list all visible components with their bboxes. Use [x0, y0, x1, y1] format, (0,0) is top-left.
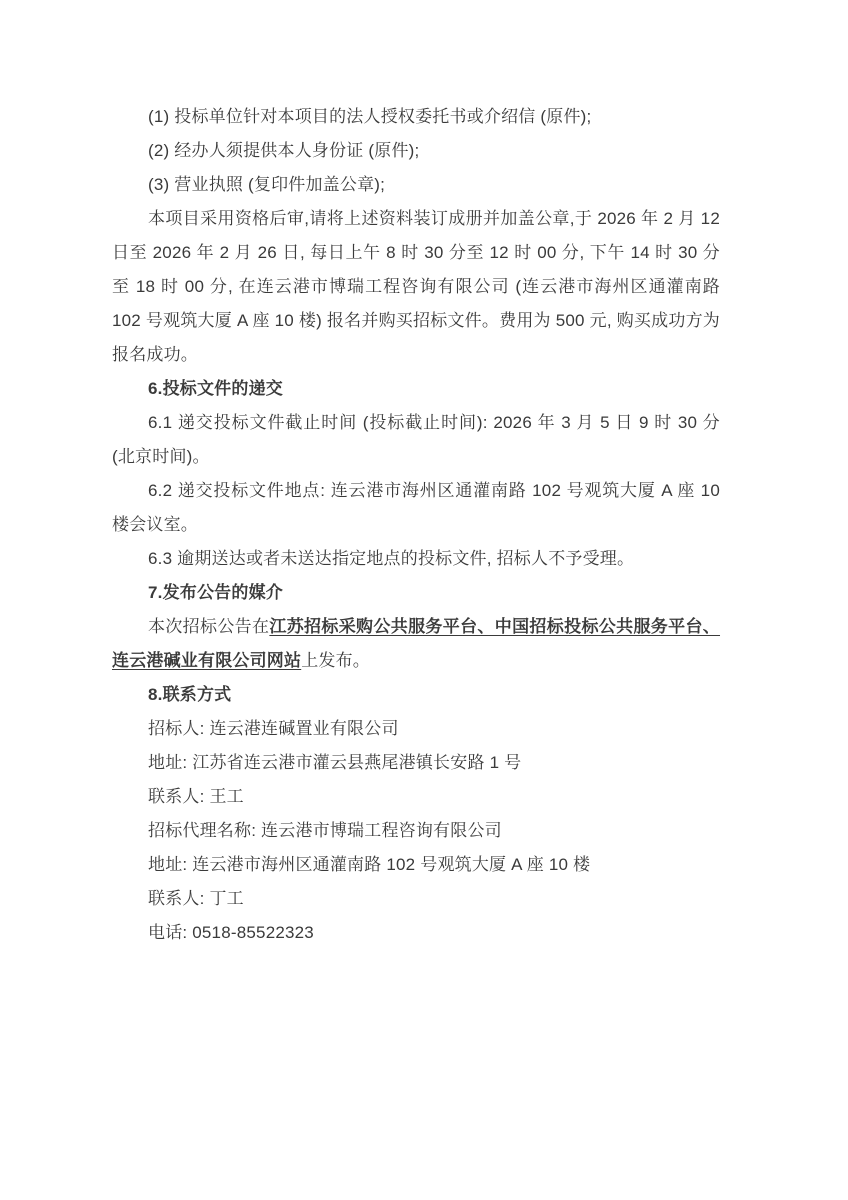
qualification-review-paragraph: 本项目采用资格后审,请将上述资料装订成册并加盖公章,于 2026 年 2 月 12 日至 2026 年 2 月 26 日, 每日上午 8 时 30 分至 12 时 00 分, 下午 14 时 30 分至 18 时 00 分, 在连云港市博瑞工程咨询有限公司 (连云港市海州区通灌南路 102 号观筑大厦 A 座 10 楼) 报名并购买招标文件。费用为 500 元, 购买成功方为报名成功。 — [112, 209, 720, 364]
requirement-item-3: (3) 营业执照 (复印件加盖公章); — [148, 175, 386, 194]
announcement-media-paragraph — [112, 610, 720, 678]
contact-tenderer-person: 联系人: 王工 — [148, 787, 244, 806]
media-prefix: 本次招标公告在 — [148, 617, 270, 636]
media-platform-names: 江苏招标采购公共服务平台、中国招标投标公共服务平台、连云港碱业有限公司网站 — [112, 617, 721, 670]
contact-agency-address: 地址: 连云港市海州区通灌南路 102 号观筑大厦 A 座 10 楼 — [148, 855, 591, 874]
requirement-item-2: (2) 经办人须提供本人身份证 (原件); — [148, 141, 420, 160]
clause-6-2-location: 6.2 递交投标文件地点: 连云港市海州区通灌南路 102 号观筑大厦 A 座 10 楼会议室。 — [112, 481, 720, 534]
document-content — [112, 100, 720, 950]
contact-tenderer-address: 地址: 江苏省连云港市灌云县燕尾港镇长安路 1 号 — [148, 753, 522, 772]
media-suffix: 上发布。 — [301, 651, 371, 670]
requirement-item-1: (1) 投标单位针对本项目的法人授权委托书或介绍信 (原件); — [148, 107, 592, 126]
contact-phone: 电话: 0518-85522323 — [148, 923, 314, 942]
contact-agency-person: 联系人: 丁工 — [148, 889, 244, 908]
contact-tenderer-name: 招标人: 连云港连碱置业有限公司 — [148, 719, 399, 738]
contact-agency-name: 招标代理名称: 连云港市博瑞工程咨询有限公司 — [148, 821, 502, 840]
clause-6-3-late-delivery: 6.3 逾期送达或者未送达指定地点的投标文件, 招标人不予受理。 — [148, 549, 635, 568]
section-7-heading: 7.发布公告的媒介 — [148, 583, 283, 602]
section-6-heading: 6.投标文件的递交 — [148, 379, 283, 398]
clause-6-1-deadline: 6.1 递交投标文件截止时间 (投标截止时间): 2026 年 3 月 5 日 9 时 30 分 (北京时间)。 — [112, 413, 720, 466]
section-8-heading: 8.联系方式 — [148, 685, 232, 704]
